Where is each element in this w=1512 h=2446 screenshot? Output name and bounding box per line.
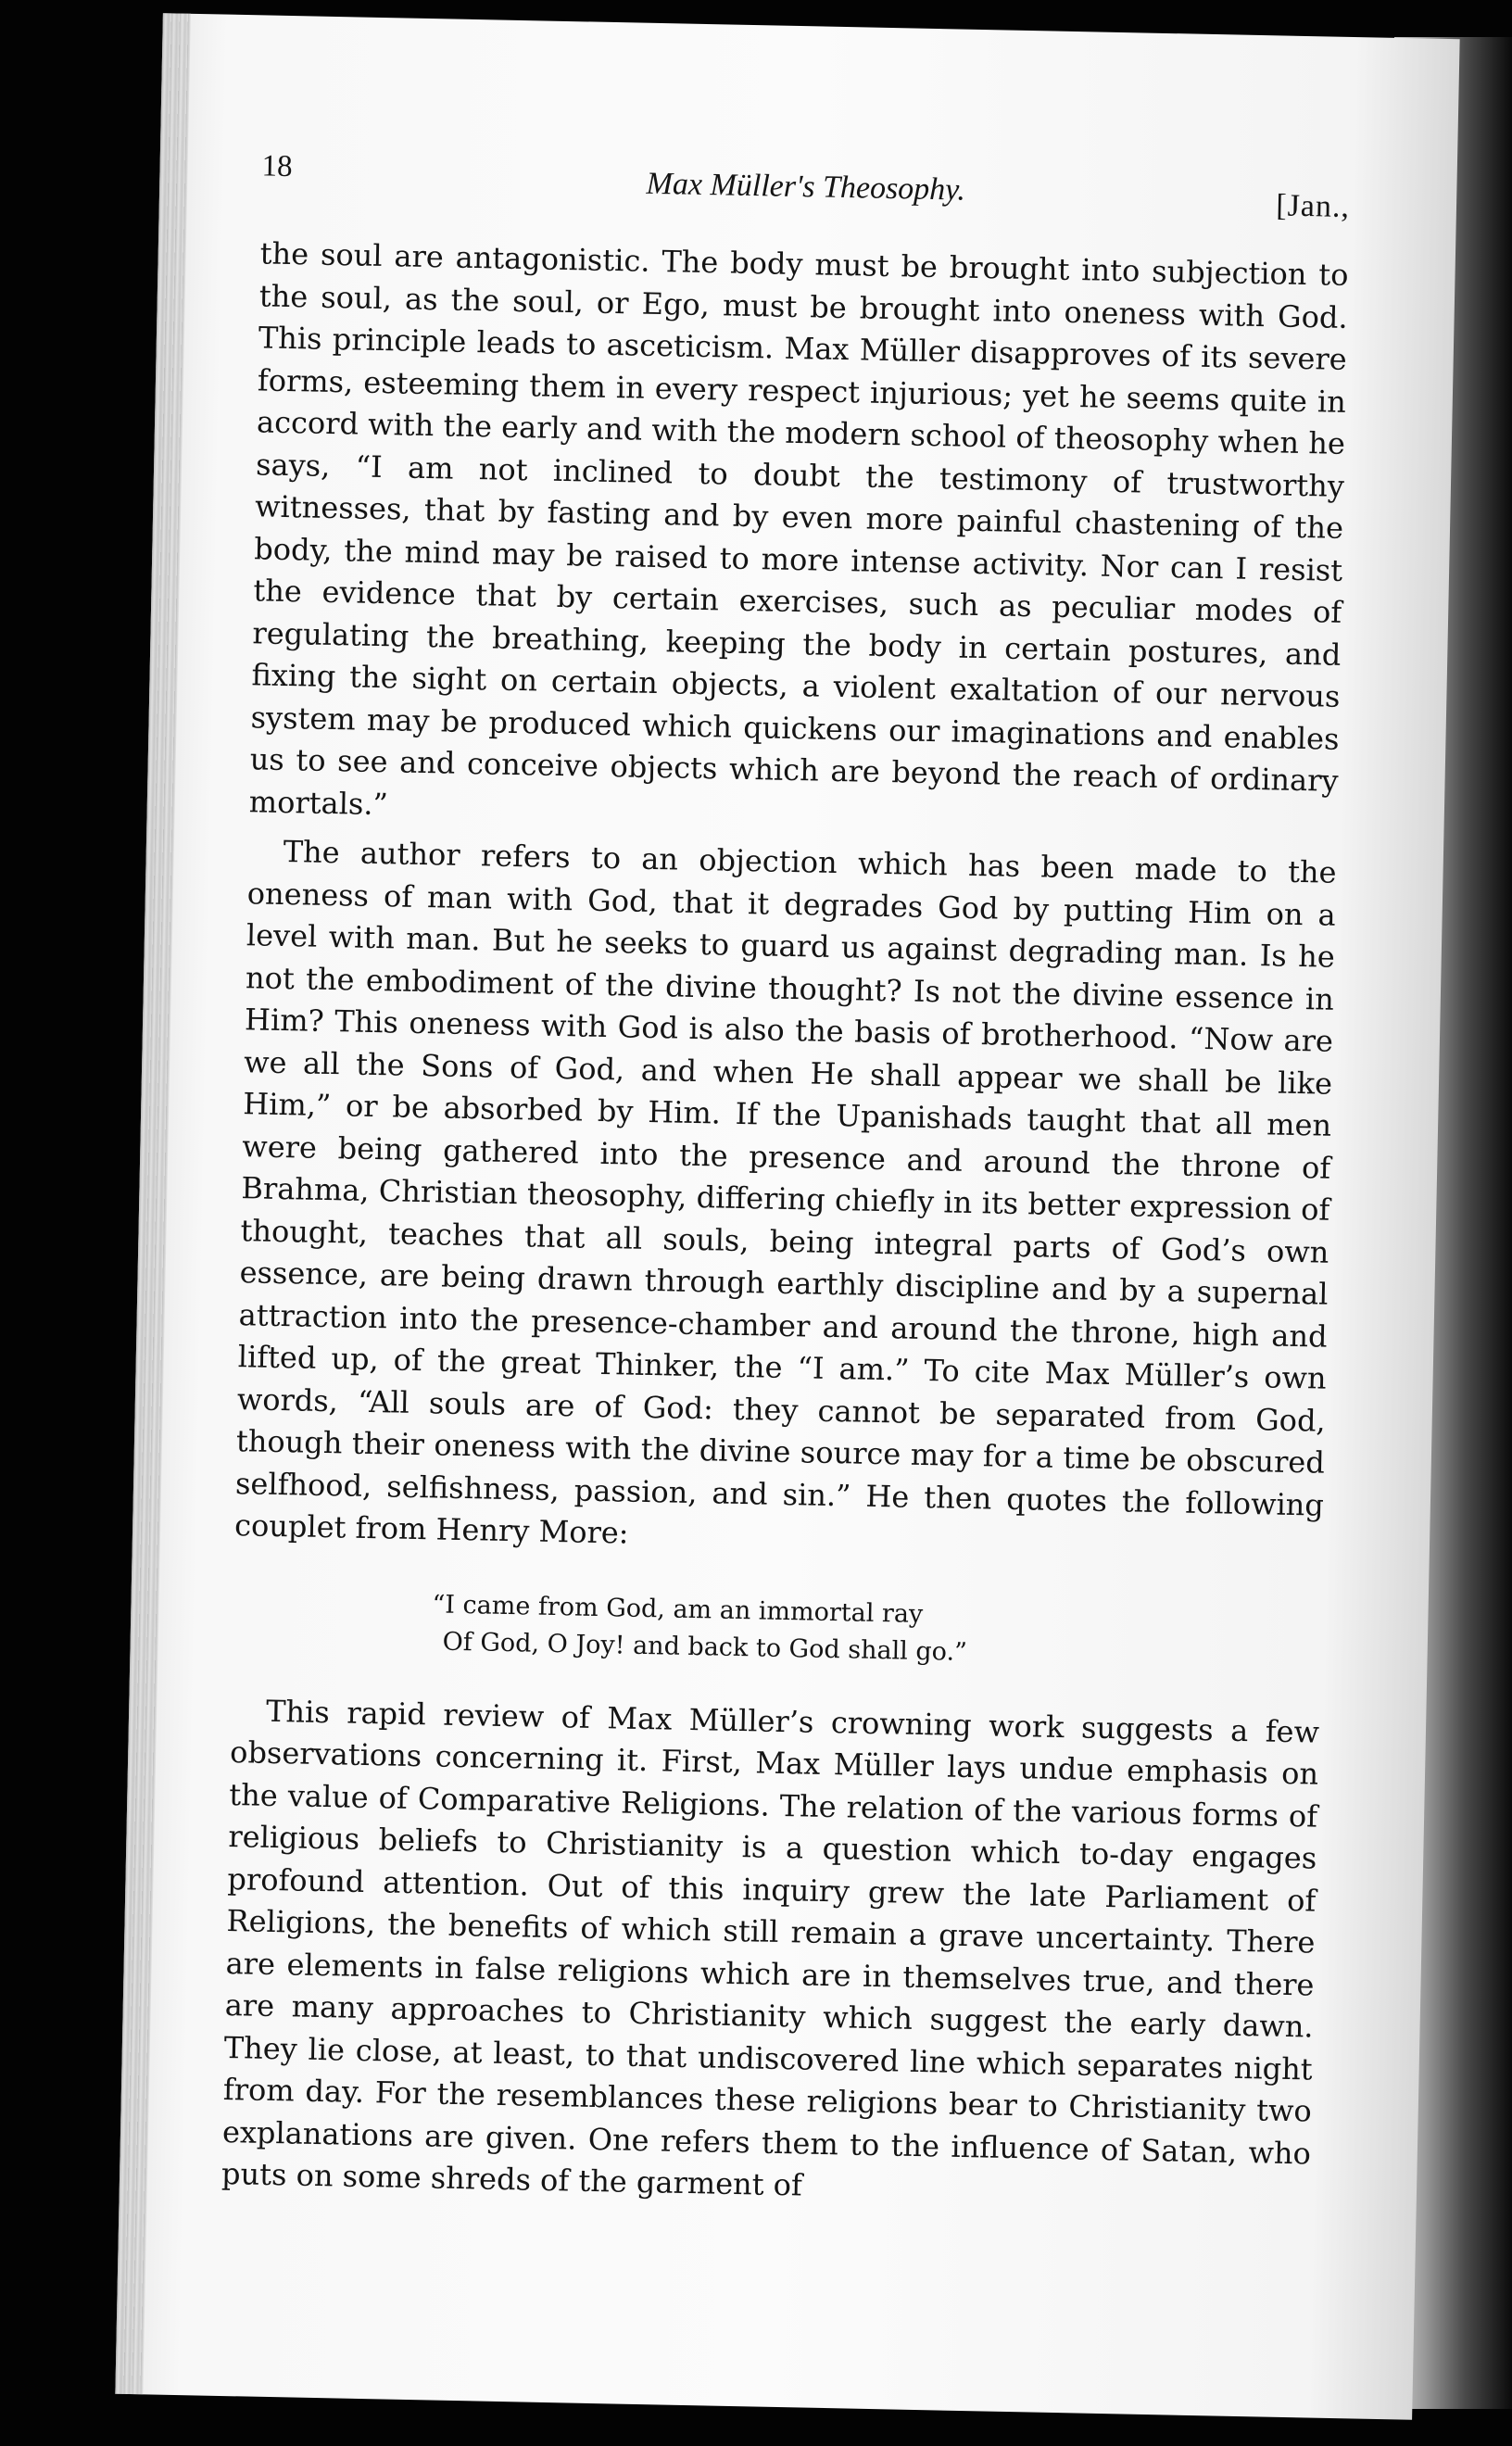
running-head: Max Müller's Theosophy. xyxy=(646,166,966,208)
couplet-line-2: Of God, O Joy! and back to God shall go.” xyxy=(442,1627,968,1667)
page-content xyxy=(221,149,1351,2217)
page-number: 18 xyxy=(261,149,293,184)
paragraph-1: the soul are antagonistic. The body must be brought into subjection to the soul, as the soul, or Ego, must be brought into oneness with God. This principle leads to asceticism. Max Müller disapproves of its severe forms, esteeming them in every respect injurious; yet he seems quite in accord with the early and with the modern school of theosophy when he says, “I am not inclined to doubt the testimony of trustworthy witnesses, that by fasting and by even more painful chastening of the body, the mind may be raised to more intense activity. Nor can I resist the evidence that by certain exercises, such as peculiar modes of regulating the breathing, keeping the body in certain postures, and fixing the sight on certain objects, a violent exaltation of our nervous system may be produced which quickens our imaginations and enables us to see and conceive objects which are beyond the reach of ordinary mortals.” xyxy=(248,235,1349,822)
couplet-line-1: “I came from God, am an immortal ray xyxy=(432,1589,924,1629)
book-page xyxy=(115,13,1459,2420)
header-month: [Jan., xyxy=(1275,188,1351,224)
couplet-quote xyxy=(431,1586,1321,1678)
paragraph-3: This rapid review of Max Müller’s crowning work suggests a few observations concerning it. First, Max Müller lays undue emphasis on the value of Comparative Religions. The relation of the various forms of religious beliefs to Christianity is a question which to-day engages profound attention. Out of this inquiry grew the late Parliament of Religions, the benefits of which still remain a grave uncertainty. There are elements in false religions which are in themselves true, and there are many approaches to Christianity which suggest the early dawn. They lie close, at least, to that undiscovered line which separates night from day. For the resemblances these religions bear to Christianity two explanations are given. One refers them to the influence of Satan, who puts on some shreds of the garment of xyxy=(220,1693,1320,2203)
paragraph-2: The author refers to an objection which has been made to the oneness of man with God, that it degrades God by putting Him on a level with man. But he seeks to guard us against degrading man. Is he not the embodiment of the divine thought? Is not the divine essence in Him? This oneness with God is also the basis of brotherhood. “Now are we all the Sons of God, and when He shall appear we shall be like Him,” or be absorbed by Him. If the Upanishads taught that all men were being gathered into the presence and around the throne of Brahma, Christian theosophy, differing chiefly in its better expression of thought, teaches that all souls, being integral parts of God’s own essence, are being drawn through earthly discipline and by a supernal attraction into the presence-chamber and around the throne, high and lifted up, of the great Thinker, the “I am.” To cite Max Müller’s own words, “All souls are of God: they cannot be separated from God, though their oneness with the divine source may for a time be obscured selfhood, selfishness, passion, and sin.” He then quotes the following couplet from Henry More: xyxy=(233,834,1337,1551)
